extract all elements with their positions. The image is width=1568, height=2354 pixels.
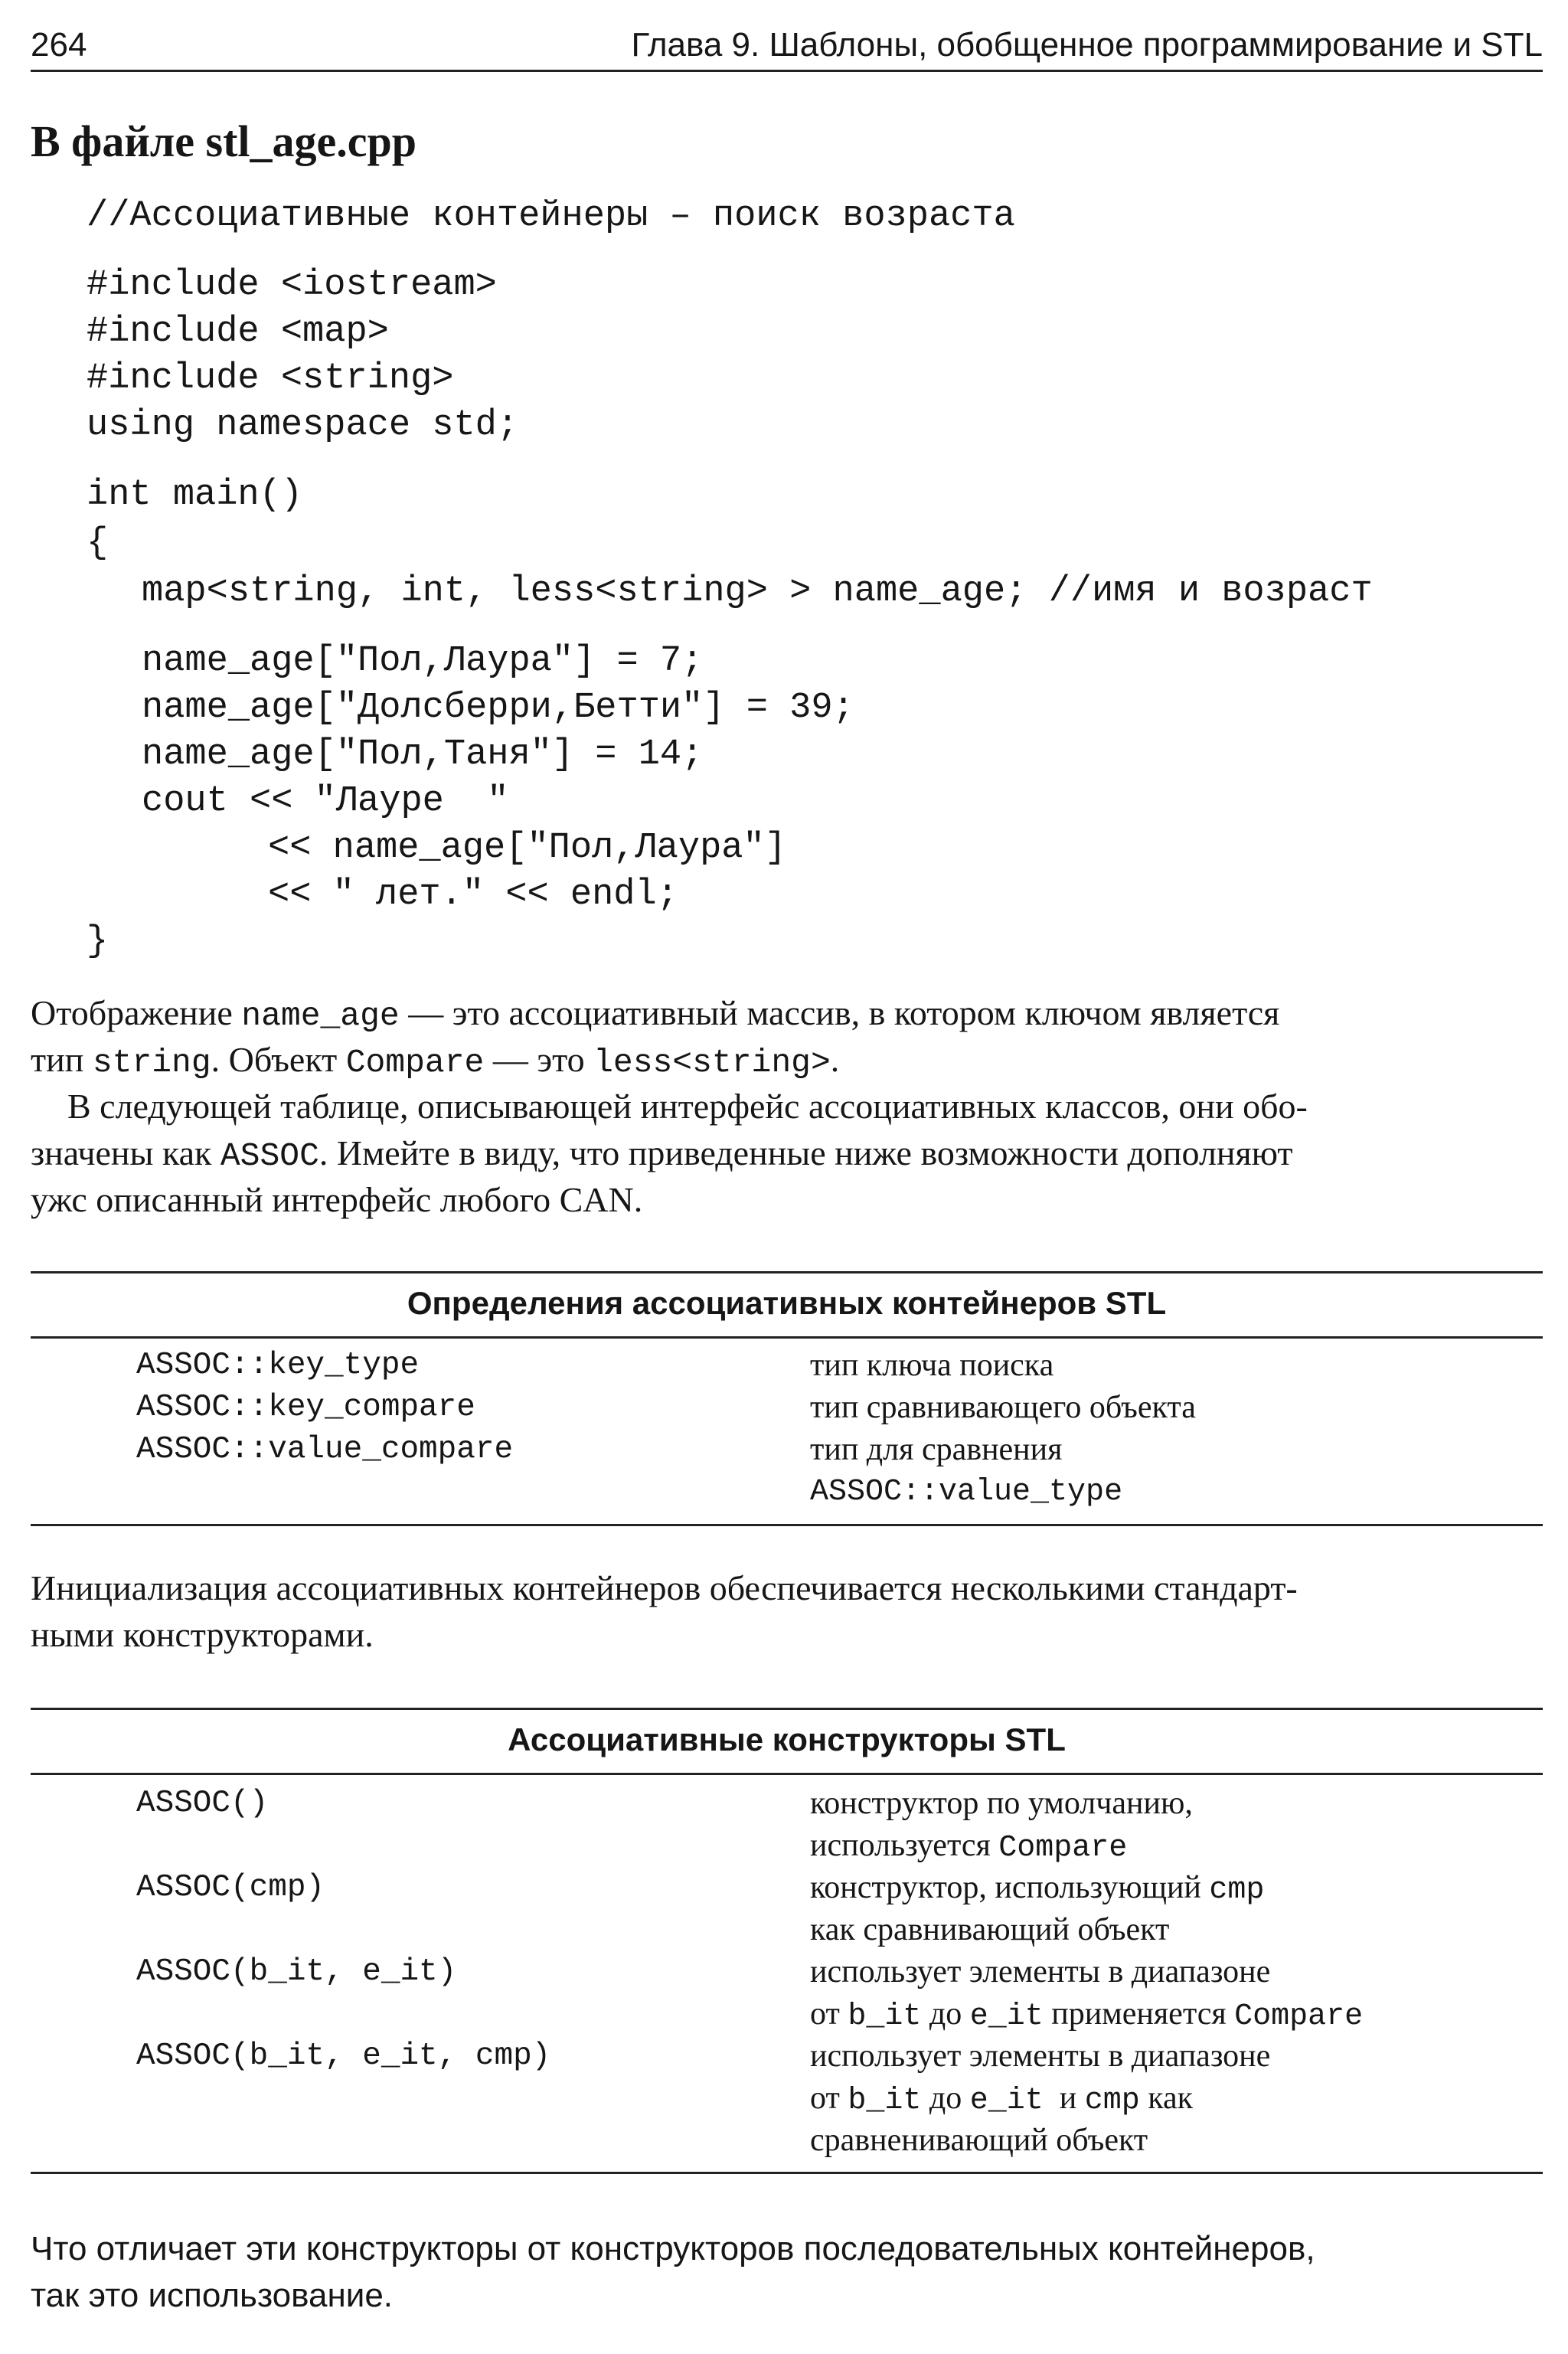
table-cell-desc: тип ключа поиска	[810, 1348, 1054, 1383]
chapter-title: Глава 9. Шаблоны, обобщенное программирование и STL	[631, 26, 1543, 64]
table-cell-desc: тип для сравнения	[810, 1432, 1063, 1467]
text-run: применяется	[1043, 1996, 1235, 2032]
table-rule	[31, 2172, 1543, 2174]
inline-code: b_it	[848, 2084, 922, 2118]
text-run: Отображение	[31, 993, 242, 1032]
table-cell-name: ASSOC::key_compare	[136, 1390, 475, 1425]
table-cell-desc	[810, 1825, 1537, 1869]
paragraph: так это использование.	[31, 2277, 394, 2314]
header-rule	[31, 70, 1543, 72]
paragraph	[31, 989, 1547, 1039]
text-run: от	[810, 2081, 848, 2116]
table-cell-desc: использует элементы в диапазоне	[810, 2038, 1271, 2074]
inline-code: e_it	[969, 1999, 1044, 2034]
code-line: #include <string>	[87, 358, 454, 399]
text-run: до	[921, 2081, 970, 2116]
table-rule	[31, 1524, 1543, 1526]
table-rule	[31, 1773, 1543, 1775]
inline-code: name_age	[241, 997, 400, 1035]
code-line: << name_age["Пол,Лаура"]	[268, 828, 786, 868]
table-cell-name: ASSOC::value_compare	[136, 1432, 514, 1467]
inline-code: cmp	[1084, 2084, 1140, 2118]
table-cell-name: ASSOC(cmp)	[136, 1870, 325, 1905]
page-number: 264	[31, 26, 87, 64]
text-run: конструктор, использующий	[810, 1870, 1210, 1905]
inline-code: Compare	[998, 1831, 1128, 1865]
code-line: #include <iostream>	[87, 265, 497, 306]
code-line: << " лет." << endl;	[268, 875, 678, 915]
code-line: name_age["Долсберри,Бетти"] = 39;	[142, 688, 854, 728]
inline-code: ASSOC	[220, 1137, 319, 1175]
code-line: map<string, int, less<string> > name_age; //имя и возраст	[142, 571, 1373, 612]
code-line: {	[87, 523, 109, 564]
text-run: как	[1139, 2081, 1194, 2116]
table-rule	[31, 1271, 1543, 1273]
text-run: и	[1043, 2081, 1085, 2116]
text-run: тип	[31, 1040, 93, 1079]
paragraph: ужс описанный интерфейс любого CAN.	[31, 1180, 643, 1219]
table-cell-desc: ASSOC::value_type	[810, 1475, 1123, 1509]
table-rule	[31, 1336, 1543, 1339]
text-run: — это	[484, 1040, 594, 1079]
paragraph: Что отличает эти конструкторы от конструкторов последовательных контейнеров,	[31, 2230, 1315, 2267]
inline-code: Compare	[345, 1044, 485, 1081]
table-cell-name: ASSOC(b_it, e_it)	[136, 1954, 457, 1989]
paragraph: Инициализация ассоциативных контейнеров обеспечивается несколькими стандарт-	[31, 1568, 1298, 1607]
text-run: . Имейте в виду, что приведенные ниже возможности дополняют	[318, 1133, 1293, 1172]
paragraph	[31, 1036, 1547, 1086]
table-cell-desc	[810, 2078, 1537, 2122]
code-line: int main()	[87, 475, 303, 515]
table-cell-desc: тип сравнивающего объекта	[810, 1390, 1196, 1425]
section-title: В файле stl_age.cpp	[31, 116, 417, 166]
table-cell-desc: как сравнивающий объект	[810, 1912, 1170, 1947]
code-line: #include <map>	[87, 312, 389, 352]
text-run: значены как	[31, 1133, 220, 1172]
paragraph: ными конструкторами.	[31, 1615, 374, 1654]
code-line: using namespace std;	[87, 405, 519, 446]
table-cell-desc: конструктор по умолчанию,	[810, 1786, 1193, 1821]
table-cell-name: ASSOC(b_it, e_it, cmp)	[136, 2038, 551, 2074]
table-title: Ассоциативные конструкторы STL	[508, 1721, 1066, 1757]
text-run: — это ассоциативный массив, в котором ключом является	[399, 993, 1280, 1032]
paragraph	[31, 1130, 1547, 1179]
table-rule	[31, 1708, 1543, 1710]
code-line: name_age["Пол,Лаура"] = 7;	[142, 641, 704, 682]
inline-code: Compare	[1234, 1999, 1364, 2034]
code-line: }	[87, 921, 109, 962]
code-line: cout << "Лауре "	[142, 781, 509, 822]
table-cell-name: ASSOC()	[136, 1786, 269, 1821]
inline-code: string	[92, 1044, 211, 1081]
inline-code: e_it	[969, 2084, 1044, 2118]
running-header	[31, 21, 1543, 69]
inline-code: cmp	[1209, 1873, 1265, 1908]
text-run: до	[921, 1996, 970, 2032]
inline-code: b_it	[848, 1999, 922, 2034]
text-run: используется	[810, 1828, 999, 1863]
table-cell-desc: сравненивающий объект	[810, 2123, 1148, 2158]
table-cell-name: ASSOC::key_type	[136, 1348, 420, 1383]
code-line: //Ассоциативные контейнеры – поиск возраста	[87, 196, 1015, 237]
inline-code: less<string>	[593, 1044, 831, 1081]
text-run: от	[810, 1996, 848, 2032]
table-cell-desc	[810, 1993, 1537, 2038]
code-line: name_age["Пол,Таня"] = 14;	[142, 734, 704, 775]
text-run: .	[830, 1040, 840, 1079]
table-title: Определения ассоциативных контейнеров STL	[407, 1285, 1167, 1321]
text-run: . Объект	[211, 1040, 346, 1079]
table-cell-desc	[810, 1867, 1537, 1911]
table-cell-desc: использует элементы в диапазоне	[810, 1954, 1271, 1989]
paragraph: В следующей таблице, описывающей интерфейс ассоциативных классов, они обо-	[67, 1087, 1308, 1126]
